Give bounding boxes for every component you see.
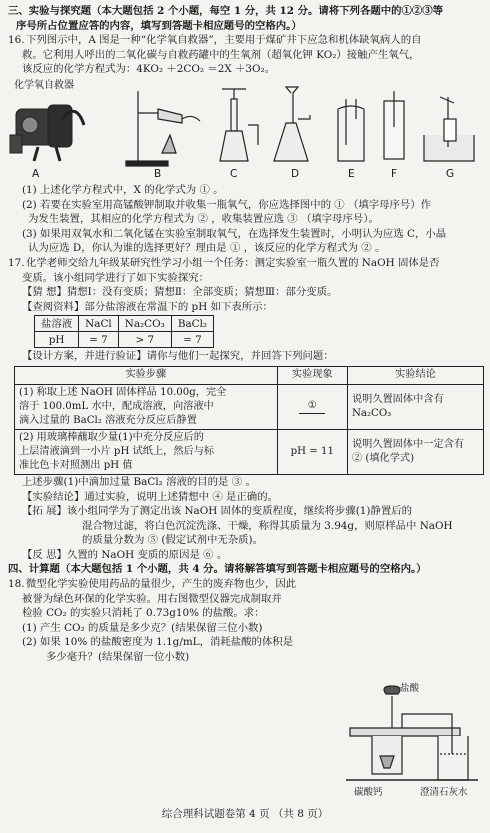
apparatus-drawings	[8, 79, 484, 183]
section3-header-line2: 序号所占位置应答的内容，填写到答题卡相应题号的空格内。）	[16, 19, 302, 32]
apparatus-g	[424, 97, 474, 161]
q16-sub3b: 认为应选 D，你认为谁的选择更好？理由是 ① ，该反应的化学方程式为 ② 。	[28, 242, 386, 255]
row1-step	[15, 384, 278, 429]
q17-lookup: 【查阅资料】部分盐溶液在常温下的 pH 如下表所示：	[22, 300, 273, 313]
header-conclusion: 实验结论	[347, 366, 483, 384]
ph-cell: NaCl	[79, 316, 119, 332]
apparatus-figure	[8, 79, 484, 183]
label-b: B	[154, 167, 162, 180]
header-phenomenon: 实验现象	[277, 366, 347, 384]
label-e: E	[348, 167, 355, 180]
ph-cell: = 7	[171, 332, 213, 348]
row2-step	[15, 429, 278, 474]
micro-apparatus-figure	[342, 684, 482, 802]
q17-line2: 变质。该小组同学进行了如下实验探究：	[22, 271, 210, 284]
q18-line1	[8, 577, 484, 592]
q17-expand3: 的质量分数为 ⑤ (假定试剂中无杂质)。	[82, 534, 263, 547]
row2-conclusion	[347, 429, 483, 474]
apparatus-d	[274, 87, 310, 161]
q16-line1	[8, 33, 484, 48]
section4-header: 四、计算题（本大题包括 1 个小题，共 4 分。请将解答填写到答题卡相应题号的空格内。）	[8, 563, 427, 576]
apparatus-title: 化学氧自救器	[14, 79, 74, 91]
q17-text1: 化学老师交给九年级某研究性学习小组一个任务：测定实验室一瓶久置的 NaOH 固体是否	[26, 256, 440, 269]
design-table	[14, 366, 484, 475]
q17-line1	[8, 256, 484, 271]
row1-step-line: 滴入过量的 BaCl₂ 溶液充分反应后静置	[19, 414, 197, 426]
row2-step-line: 上层清液滴到一小片 pH 试纸上，然后与标	[19, 445, 215, 457]
row1-phenomenon	[277, 384, 347, 429]
row1-step-line: (1) 称取上述 NaOH 固体样品 10.00g，完全	[19, 386, 227, 398]
page-footer: 综合理科试题卷第 4 页 （共 8 页）	[161, 808, 329, 820]
label-f: F	[391, 167, 398, 180]
q17-design: 【设计方案，并进行验证】请你与他们一起探究，并回答下列问题：	[22, 350, 334, 363]
row2-phenomenon: pH = 11	[277, 429, 347, 474]
ph-cell: 盐溶液	[35, 316, 79, 332]
q16-line3: 该反应的化学方程式为：4KO₂ ＋2CO₂ ＝2X ＋3O₂。	[22, 63, 276, 76]
q16-number: 16.	[8, 34, 25, 47]
ph-cell: BaCl₂	[171, 316, 213, 332]
micro-apparatus-drawing	[342, 684, 482, 802]
q18-line3: 检验 CO₂ 的实验只消耗了 0.73g10% 的盐酸。求：	[22, 607, 265, 620]
q17-reflect: 【反 思】久置的 NaOH 变质的原因是 ⑥ 。	[22, 548, 228, 561]
design-table-row	[15, 429, 484, 474]
q16-sub2b: 为发生装置，其相应的化学方程式为 ② ，收集装置应选 ③ （填字母序号）。	[28, 213, 379, 226]
q17-expand1: 【拓 展】该小组同学为了测定出该 NaOH 固体的变质程度，继续将步骤(1)静置后的	[22, 505, 412, 518]
row1-step-line: 溶于 100.0mL 水中，配成溶液，向溶液中	[19, 400, 214, 412]
ph-cell: Na₂CO₃	[118, 316, 171, 332]
row2-step-line: 准比色卡对照测出 pH 值	[19, 459, 133, 471]
apparatus-b	[126, 91, 200, 166]
row2-step-line: (2) 用玻璃棒蘸取少量(1)中充分反应后的	[19, 431, 204, 443]
self-rescuer-device	[10, 105, 84, 161]
q16-sub3a: (3) 如果用双氧水和二氧化锰在实验室制取氧气，在选择发生装置时，小明认为应选 C，小晶	[22, 227, 447, 240]
row1-conclusion	[347, 384, 483, 429]
apparatus-e	[338, 99, 364, 161]
limewater-label: 澄清石灰水	[420, 787, 468, 798]
q16-sub1: (1) 上述化学方程式中，X 的化学式为 ① 。	[22, 183, 224, 196]
section3-header-line1: 三、实验与探究题（本大题包括 2 个小题，每空 1 分，共 12 分。请将下列各题中的①②③等	[8, 5, 444, 17]
header-steps: 实验步骤	[15, 366, 278, 384]
label-a: A	[32, 167, 40, 180]
apparatus-c	[220, 89, 258, 161]
q18-sub2b: 多少毫升？(结果保留一位小数)	[46, 651, 190, 664]
label-d: D	[291, 167, 300, 180]
q16-text1: 下列图示中，A 图是一种“化学氧自救器”，主要用于煤矿井下应急和机体缺氧病人的自	[26, 34, 422, 47]
ph-table-row	[35, 332, 214, 348]
design-table-header	[15, 366, 484, 384]
q17-number: 17.	[8, 256, 25, 269]
q16-sub2a: (2) 若要在实验室用高锰酸钾制取并收集一瓶氧气，你应选择图中的 ① （填字母序号）作	[22, 198, 432, 211]
q17-purpose: 上述步骤(1)中滴加过量 BaCl₂ 溶液的目的是 ③ 。	[22, 475, 256, 488]
q18-line2: 被誉为绿色环保的化学实验。用右图微型仪器完成制取并	[22, 592, 282, 605]
label-g: G	[446, 167, 455, 180]
apparatus-f	[384, 91, 404, 159]
row1-concl-line: 说明久置固体中含有	[351, 393, 444, 405]
row1-concl-line: Na₂CO₃	[351, 407, 392, 419]
ph-cell: pH	[35, 332, 79, 348]
label-c: C	[230, 167, 238, 180]
q18-sub2a: (2) 如果 10% 的盐酸密度为 1.1g/mL，消耗盐酸的体积是	[22, 636, 294, 649]
q17-guess: 【猜 想】猜想Ⅰ：没有变质；猜想Ⅱ：全部变质；猜想Ⅲ：部分变质。	[22, 286, 338, 299]
blank-1: ①	[299, 399, 325, 414]
q18-text1: 微型化学实验使用药品的量很少，产生的废弃物也少，因此	[26, 578, 297, 591]
q18-number: 18.	[8, 578, 25, 591]
q17-conclusion: 【实验结论】通过实验，说明上述猜想中 ④ 是正确的。	[22, 490, 278, 503]
q17-expand2: 混合物过滤，将白色沉淀洗涤、干燥，称得其质量为 3.94g，则原样品中 NaOH	[82, 519, 453, 532]
row2-concl-line: ② (填化学式)	[351, 452, 415, 464]
row2-concl-line: 说明久置固体中一定含有	[351, 438, 465, 450]
ph-table	[34, 315, 214, 348]
caco3-label: 碳酸钙	[354, 787, 383, 798]
ph-cell: = 7	[79, 332, 119, 348]
design-table-row	[15, 384, 484, 429]
q18-sub1: (1) 产生 CO₂ 的质量是多少克？(结果保留三位小数)	[22, 621, 263, 634]
ph-table-row	[35, 316, 214, 332]
q16-line2: 救。它利用人呼出的二氧化碳与自救药罐中的生氧剂（超氧化钾 KO₂）接触产生氧气，	[22, 48, 420, 61]
ph-cell: > 7	[118, 332, 171, 348]
hcl-label: 盐酸	[400, 683, 420, 694]
